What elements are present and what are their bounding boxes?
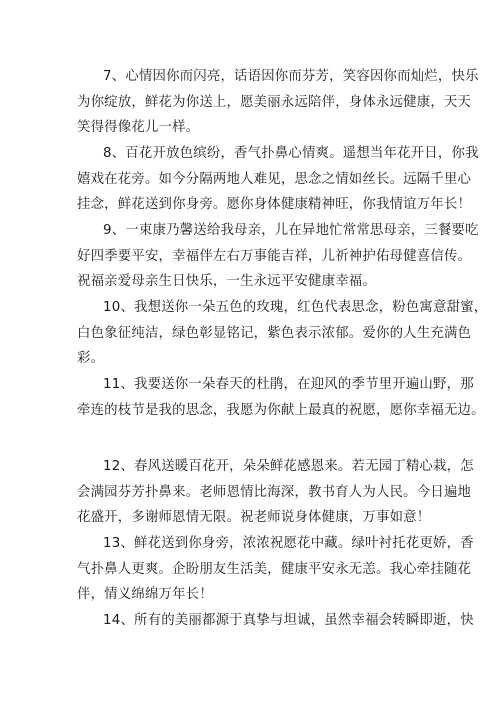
paragraph-line: 12、春风送暖百花开，朵朵鲜花感恩来。若无园丁精心栽，怎	[103, 459, 474, 474]
paragraph-line: 笑得得像花儿一样。	[77, 120, 200, 135]
paragraph-9	[77, 218, 479, 295]
paragraph-7	[77, 64, 479, 141]
paragraph-line: 9、一束康乃馨送给我母亲，儿在异地忙常常思母亲，三餐要吃	[103, 223, 479, 238]
paragraph-line: 花盛开，多谢师恩情无限。祝老师说身体健康，万事如意！	[77, 510, 431, 525]
paragraph-line: 伴，情义绵绵万年长！	[77, 587, 213, 602]
paragraph-14	[77, 608, 474, 634]
paragraph-line: 嬉戏在花旁。如今分隔两地人难见，思念之情如丝长。远隔千里心	[77, 171, 472, 187]
paragraph-line: 白色象征纯洁，绿色彰显铭记，紫色表示浓郁。爱你的人生充满色	[77, 325, 472, 341]
paragraph-line: 为你绽放，鲜花为你送上，愿美丽永远陪伴，身体永远健康，天天	[77, 94, 472, 110]
paragraph-line: 14、所有的美丽都源于真挚与坦诚，虽然幸福会转瞬即逝，快	[103, 613, 474, 628]
paragraph-line: 10、我想送你一朵五色的玫瑰，红色代表思念，粉色寓意甜蜜，	[103, 300, 488, 315]
paragraph-line: 祝福亲爱母亲生日快乐，一生永远平安健康幸福。	[77, 274, 376, 289]
paragraph-line: 牵连的枝节是我的思念，我愿为你献上最真的祝愿，愿你幸福无边。	[77, 402, 485, 418]
paragraph-line: 11、我要送你一朵春天的杜鹃，在迎风的季节里开遍山野，那	[103, 377, 474, 392]
paragraph-line: 彩。	[77, 351, 105, 366]
paragraph-line: 气扑鼻人更爽。企盼朋友生活美，健康平安永无恙。我心牵挂随花	[77, 561, 472, 577]
paragraph-11	[77, 372, 485, 423]
paragraph-line: 13、鲜花送到你身旁，浓浓祝愿花中藏。绿叶衬托花更娇，香	[103, 536, 474, 551]
paragraph-line: 挂念，鲜花送到你身旁。愿你身体健康精神旺，你我情谊万年长！	[77, 197, 472, 212]
paragraph-line: 会满园芬芳扑鼻来。老师恩情比海深，教书育人为人民。今日遍地	[77, 484, 472, 500]
paragraph-13	[77, 531, 474, 608]
paragraph-10	[77, 295, 488, 372]
paragraph-line: 8、百花开放色缤纷，香气扑鼻心情爽。遥想当年花开日，你我	[103, 146, 479, 161]
paragraph-8	[77, 141, 479, 218]
paragraph-12	[77, 454, 474, 531]
paragraph-line: 7、心情因你而闪亮，话语因你而芬芳，笑容因你而灿烂，快乐	[103, 69, 479, 84]
paragraph-line: 好四季要平安，幸福伴左右万事能吉祥，儿祈神护佑母健喜信传。	[77, 248, 472, 264]
